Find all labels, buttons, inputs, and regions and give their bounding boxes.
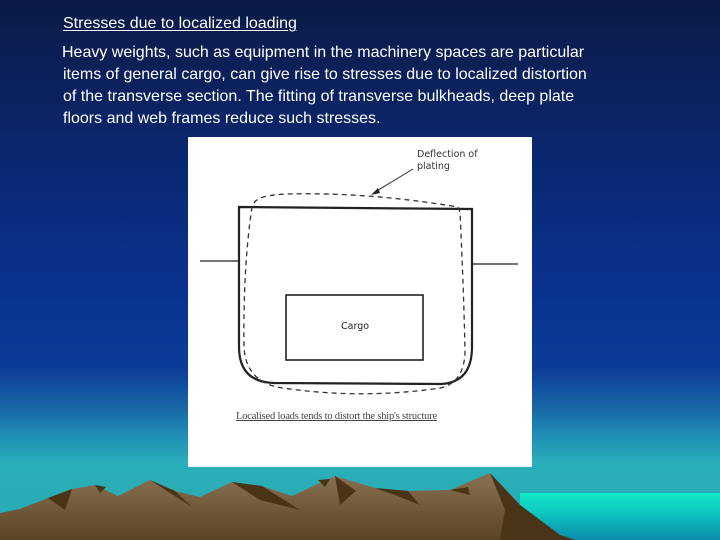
body-line-1: Heavy weights, such as equipment in the machinery spaces are particular xyxy=(62,44,585,61)
figure-caption: Localised loads tends to distort the ship's structure xyxy=(236,411,437,422)
deflection-label-line-2: plating xyxy=(417,161,450,172)
body-line-4: floors and web frames reduce such stresses. xyxy=(63,110,381,127)
deflection-label-line-1: Deflection of xyxy=(417,149,478,160)
slide-body-text xyxy=(62,42,672,130)
deflection-label xyxy=(417,149,478,173)
mountain-range-decoration xyxy=(0,465,720,540)
body-line-3: of the transverse section. The fitting of transverse bulkheads, deep plate xyxy=(63,88,575,105)
cargo-label: Cargo xyxy=(341,321,370,332)
ship-section-diagram xyxy=(188,137,532,467)
body-line-2: items of general cargo, can give rise to stresses due to localized distortion xyxy=(63,66,587,83)
slide-heading: Stresses due to localized loading xyxy=(63,15,297,32)
